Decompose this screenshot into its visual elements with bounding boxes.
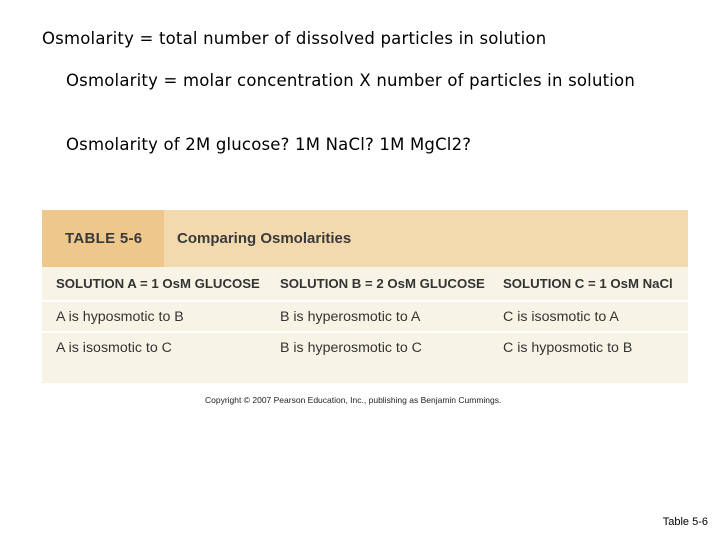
table-cell: C is hyposmotic to B bbox=[503, 339, 633, 356]
definition-line-2: Osmolarity = molar concentration X number of particles in solution bbox=[66, 71, 636, 90]
table-cell: A is isosmotic to C bbox=[56, 339, 172, 356]
column-header: SOLUTION A = 1 OsM GLUCOSE bbox=[56, 276, 260, 291]
table-caption: Comparing Osmolarities bbox=[177, 230, 352, 247]
slide-tag: Table 5-6 bbox=[662, 516, 708, 528]
table-cell: B is hyperosmotic to C bbox=[280, 339, 422, 356]
column-header: SOLUTION B = 2 OsM GLUCOSE bbox=[280, 276, 485, 291]
table-row bbox=[42, 331, 688, 362]
column-header: SOLUTION C = 1 OsM NaCl bbox=[503, 276, 673, 291]
definition-line-1: Osmolarity = total number of dissolved particles in solution bbox=[42, 29, 547, 48]
table-row bbox=[42, 300, 688, 331]
osmolarity-table bbox=[42, 210, 688, 383]
table-label: TABLE 5-6 bbox=[42, 210, 164, 267]
table-cell: A is hyposmotic to B bbox=[56, 308, 184, 325]
copyright-notice: Copyright © 2007 Pearson Education, Inc., publishing as Benjamin Cummings. bbox=[205, 395, 502, 405]
table-cell: B is hyperosmotic to A bbox=[280, 308, 421, 325]
table-header-row bbox=[42, 267, 688, 300]
table-cell: C is isosmotic to A bbox=[503, 308, 619, 325]
table-title-bar bbox=[42, 210, 688, 267]
question-line: Osmolarity of 2M glucose? 1M NaCl? 1M MgCl2? bbox=[66, 135, 472, 154]
